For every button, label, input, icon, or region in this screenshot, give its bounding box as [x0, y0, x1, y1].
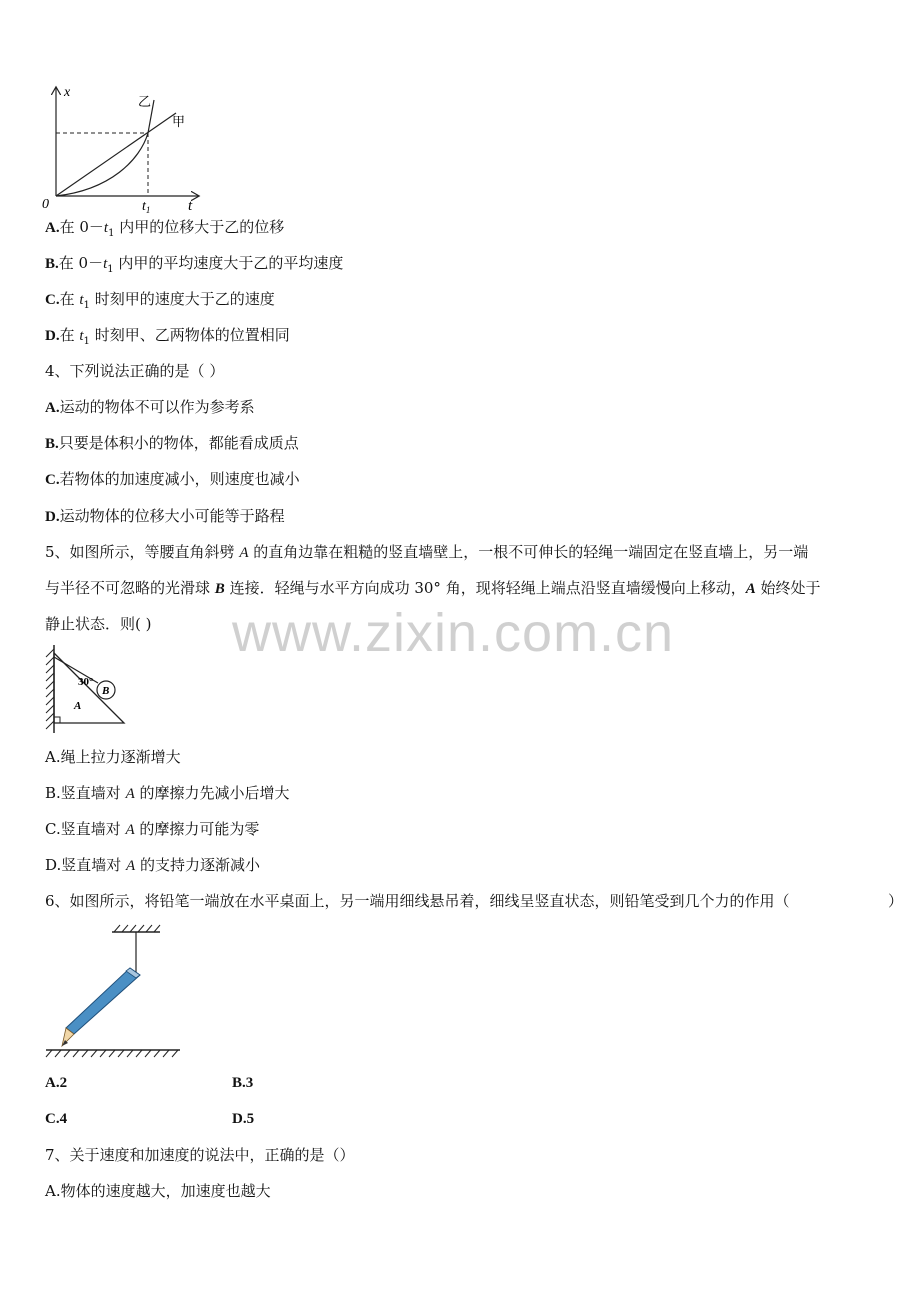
pencil — [62, 968, 140, 1046]
q5-option-d: D.竖直墙对 A 的支持力逐渐减小 — [45, 856, 260, 874]
angle-label: 30° — [78, 676, 94, 688]
q6-stem-close: ） — [888, 892, 904, 910]
q3-option-c: C.在 $t_1$ 时刻甲的速度大于乙的速度 — [45, 290, 275, 311]
pencil-figure — [44, 922, 184, 1057]
q5-option-b: B.竖直墙对 A 的摩擦力先减小后增大 — [45, 784, 290, 802]
yi-curve — [56, 100, 154, 196]
ceiling-hatching — [114, 925, 160, 932]
q5-stem-line2: 与半径不可忽略的光滑球 B 连接．轻绳与水平方向成功 30° 角，现将轻绳上端点沿竖直墙缓慢向上移动，A 始终处于 — [45, 579, 821, 597]
q6-option-a: A.2 — [45, 1075, 68, 1091]
q6-option-c: C.4 — [45, 1111, 68, 1127]
wall-hatching — [46, 649, 54, 729]
table-hatching — [46, 1050, 178, 1057]
q3-option-d: D.在 $t_1$ 时刻甲、乙两物体的位置相同 — [45, 326, 290, 347]
q6-option-d: D.5 — [232, 1111, 255, 1127]
q4-stem: 4、下列说法正确的是（ ） — [45, 362, 225, 380]
t-axis-label: t — [188, 198, 193, 214]
q4-option-d: D.运动物体的位移大小可能等于路程 — [45, 507, 285, 525]
q3-option-a: A.在 $0-t_1$ 内甲的位移大于乙的位移 — [45, 218, 285, 239]
q4-option-b: B.只要是体积小的物体，都能看成质点 — [45, 434, 299, 452]
watermark: www.zixin.com.cn — [232, 603, 675, 663]
q4-option-a: A.运动的物体不可以作为参考系 — [45, 398, 255, 416]
q3-option-b: B.在 $0-t_1$ 内甲的平均速度大于乙的平均速度 — [45, 254, 344, 275]
q7-option-a: A.物体的速度越大，加速度也越大 — [45, 1182, 271, 1200]
right-angle-mark — [54, 717, 60, 723]
q5-option-c: C.竖直墙对 A 的摩擦力可能为零 — [45, 820, 260, 838]
q6-stem: 6、如图所示，将铅笔一端放在水平桌面上，另一端用细线悬吊着，细线呈竖直状态，则铅笔受到几个力的作用（ — [45, 892, 790, 910]
q6-option-b: B.3 — [232, 1075, 254, 1091]
x-axis-label: x — [64, 85, 71, 100]
t1-label: $t_1$ — [142, 199, 151, 215]
q5-stem-line1: 5、如图所示，等腰直角斜劈 A 的直角边靠在粗糙的竖直墙壁上，一根不可伸长的轻绳一端固定在竖直墙上，另一端 — [45, 543, 809, 561]
ball-label: B — [102, 685, 110, 697]
jia-label: 甲 — [172, 115, 186, 130]
xt-graph — [30, 80, 250, 215]
q4-option-c: C.若物体的加速度减小，则速度也减小 — [45, 470, 300, 488]
jia-line — [56, 113, 176, 196]
wedge-figure — [40, 643, 140, 738]
origin-label: 0 — [42, 197, 49, 212]
wedge-label: A — [74, 700, 82, 712]
yi-label: 乙 — [138, 95, 152, 110]
q5-option-a: A.绳上拉力逐渐增大 — [45, 748, 181, 766]
q5-stem-line3: 静止状态．则( ) — [45, 615, 152, 633]
q7-stem: 7、关于速度和加速度的说法中，正确的是（） — [45, 1146, 355, 1164]
